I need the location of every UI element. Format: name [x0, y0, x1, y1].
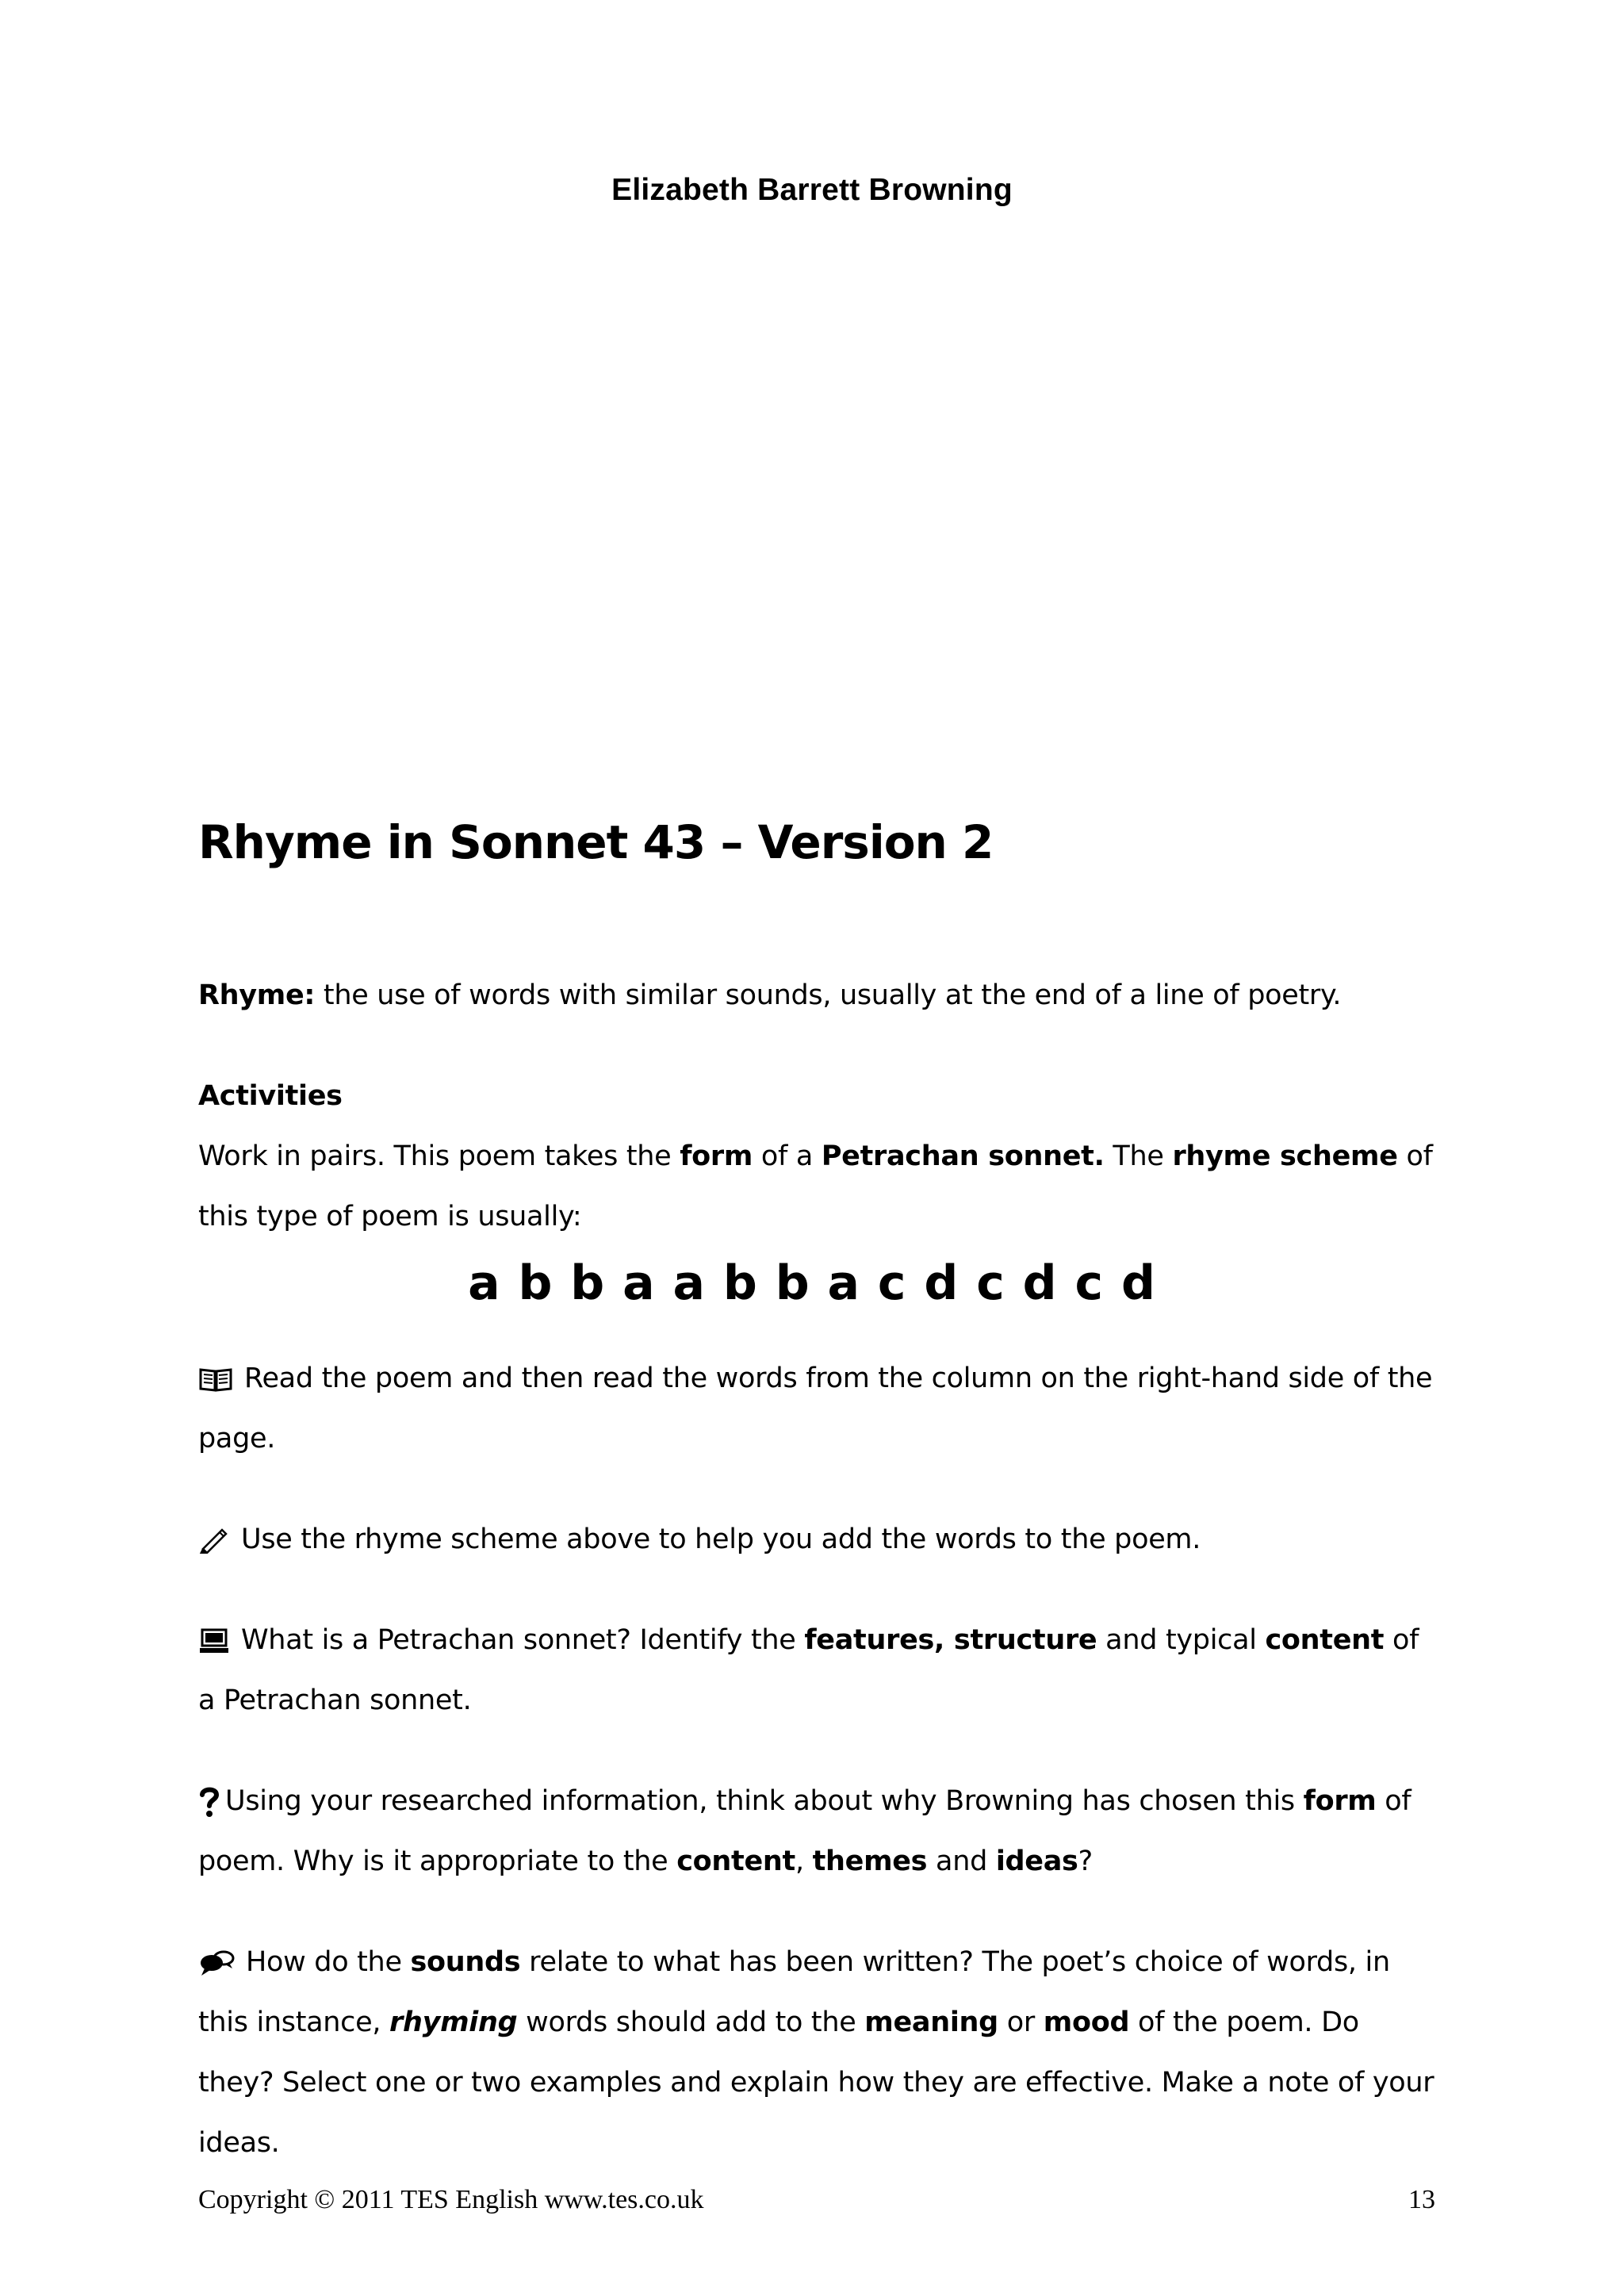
- discuss-bold-mood: mood: [1043, 2007, 1130, 2038]
- rhyme-scheme: a b b a a b b a c d c d c d: [468, 1255, 1156, 1311]
- footer-copyright: Copyright © 2011 TES English www.tes.co.uk: [198, 2185, 704, 2214]
- research-bold-features: features, structure: [804, 1624, 1097, 1656]
- question-bold-content: content: [676, 1846, 795, 1877]
- question-bold-form: form: [1303, 1785, 1377, 1817]
- activity-question: [198, 1771, 1435, 1892]
- page-number: 13: [1408, 2185, 1435, 2214]
- page-title: Rhyme in Sonnet 43 – Version 2: [198, 815, 994, 869]
- discuss-text-1: How do the: [246, 1946, 411, 1978]
- question-text-3: ,: [795, 1846, 813, 1877]
- activity-read: [198, 1348, 1435, 1469]
- intro-bold-rhyme-scheme: rhyme scheme: [1172, 1140, 1398, 1172]
- question-bold-themes: themes: [812, 1846, 928, 1877]
- research-bold-content: content: [1265, 1624, 1385, 1656]
- research-text-2: and typical: [1097, 1624, 1266, 1656]
- definition-term: Rhyme:: [198, 979, 316, 1011]
- question-text-1: Using your researched information, think about why Browning has chosen this: [225, 1785, 1304, 1817]
- question-bold-ideas: ideas: [995, 1846, 1078, 1877]
- activities-heading: [198, 1066, 1435, 1126]
- activity-discuss: [198, 1932, 1435, 2173]
- rhyme-definition: [198, 965, 1435, 1025]
- research-text-1: What is a Petrachan sonnet? Identify the: [241, 1624, 805, 1656]
- speech-bubbles-icon: [198, 1949, 235, 1976]
- write-text: Use the rhyme scheme above to help you add the words to the poem.: [241, 1524, 1201, 1555]
- question-text-4: and: [927, 1846, 996, 1877]
- definition-text: the use of words with similar sounds, usually at the end of a line of poetry.: [315, 979, 1342, 1011]
- activities-intro: [198, 1126, 1435, 1247]
- intro-text-4: of this type of poem is usually:: [198, 1140, 1433, 1232]
- computer-icon: [198, 1627, 230, 1654]
- intro-text-1: Work in pairs. This poem takes the: [198, 1140, 680, 1172]
- intro-bold-form: form: [680, 1140, 753, 1172]
- question-icon: [198, 1786, 220, 1818]
- discuss-text-3: words should add to the: [517, 2007, 865, 2038]
- discuss-bold-italic-rhyming: rhyming: [389, 2007, 518, 2038]
- discuss-text-4: or: [998, 2007, 1044, 2038]
- activity-write: [198, 1509, 1435, 1570]
- research-text-3: of a Petrachan sonnet.: [198, 1624, 1419, 1716]
- intro-bold-sonnet: Petrachan sonnet.: [821, 1140, 1105, 1172]
- intro-text-2: of a: [753, 1140, 822, 1172]
- discuss-text-2: relate to what has been written? The poet’s choice of words, in this instance,: [198, 1946, 1390, 2038]
- discuss-bold-sounds: sounds: [410, 1946, 521, 1978]
- intro-text-3: The: [1104, 1140, 1173, 1172]
- question-text-5: ?: [1078, 1846, 1093, 1877]
- discuss-text-5: of the poem. Do they? Select one or two examples and explain how they are effective. Make a note of your ideas.: [198, 2007, 1434, 2159]
- read-text: Read the poem and then read the words from the column on the right-hand side of the page.: [198, 1363, 1433, 1455]
- question-text-2: of poem. Why is it appropriate to the: [198, 1785, 1411, 1877]
- activity-research: [198, 1610, 1435, 1731]
- book-icon: [198, 1366, 233, 1393]
- discuss-bold-meaning: meaning: [864, 2007, 998, 2038]
- author-header: Elizabeth Barrett Browning: [611, 173, 1013, 207]
- pencil-icon: [198, 1527, 230, 1554]
- activities-heading-text: Activities: [198, 1080, 343, 1112]
